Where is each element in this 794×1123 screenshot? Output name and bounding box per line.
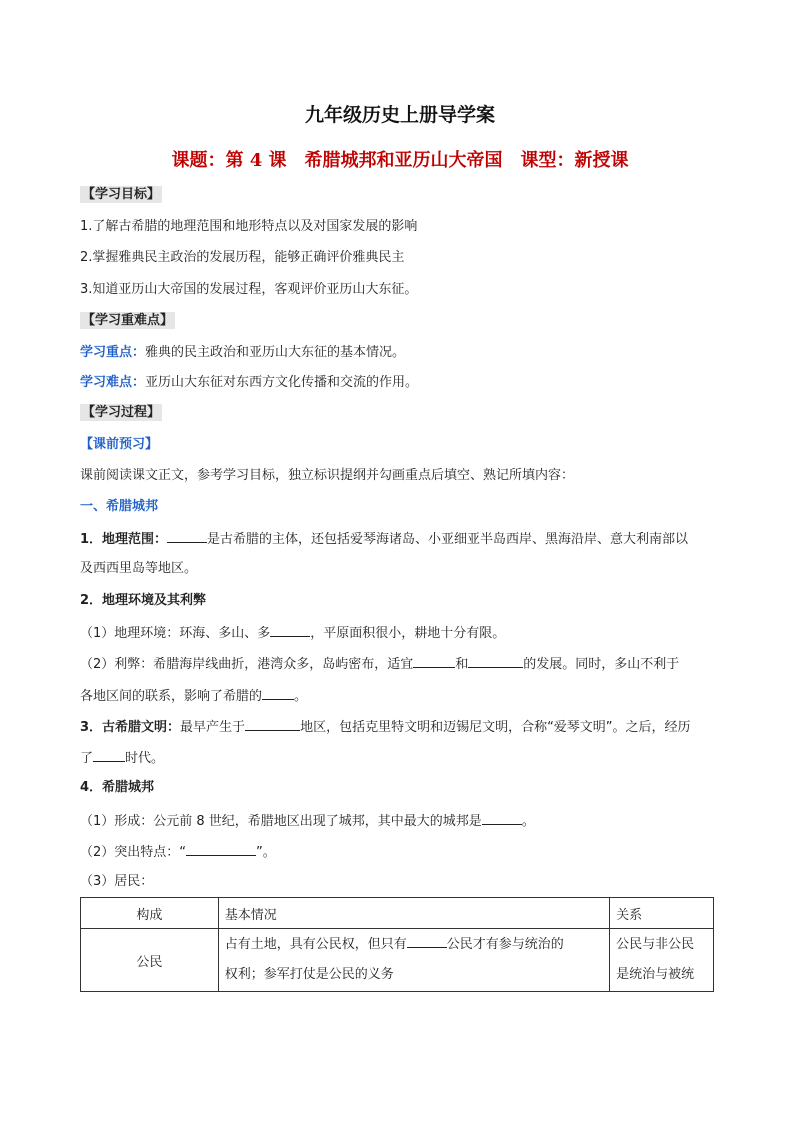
- page-title: 九年级历史上册导学案: [304, 104, 495, 126]
- question-2-env: （1）地理环境：环海、多山、多 ，平原面积很小，耕地十分有限。: [80, 626, 506, 641]
- residents-table: [80, 897, 714, 992]
- fill-blank[interactable]: [93, 749, 125, 762]
- table-header-cell: 构成: [81, 898, 219, 929]
- fill-blank[interactable]: [413, 655, 455, 668]
- table-header-row: [81, 898, 714, 929]
- table-header-cell: 关系: [610, 898, 714, 929]
- question-4-feature: （2）突出特点：“ ”。: [80, 845, 276, 860]
- question-2-heading: 2．地理环境及其利弊: [80, 593, 207, 608]
- fill-blank[interactable]: [270, 624, 310, 637]
- table-row: [81, 929, 714, 992]
- preview-heading: 【课前预习】: [80, 437, 159, 452]
- difficulty-text: 亚历山大东征对东西方文化传播和交流的作用。: [145, 375, 419, 390]
- process-heading: 【学习过程】: [82, 405, 161, 420]
- focus-text: 雅典的民主政治和亚历山大东征的基本情况。: [145, 345, 406, 360]
- focus-line: [80, 345, 405, 361]
- question-4-residents: （3）居民：: [80, 874, 154, 889]
- table-header-cell: 基本情况: [218, 898, 609, 929]
- goal-item: 2.掌握雅典民主政治的发展历程，能够正确评价雅典民主: [80, 250, 405, 265]
- difficulty-line: [80, 375, 418, 391]
- fill-blank[interactable]: [482, 812, 522, 825]
- table-cell: 公民: [81, 929, 219, 992]
- keypoints-heading: 【学习重难点】: [82, 313, 174, 328]
- question-3: 3．古希腊文明：最早产生于 地区，包括克里特文明和迈锡尼文明，合称“爱琴文明”。之后，经历: [80, 720, 691, 735]
- question-3-cont: 了 时代。: [80, 751, 165, 766]
- fill-blank[interactable]: [262, 687, 294, 700]
- focus-label: 学习重点：: [80, 345, 146, 360]
- goals-heading: 【学习目标】: [82, 187, 161, 202]
- difficulty-label: 学习难点：: [80, 375, 146, 390]
- table-cell: 公民与非公民 是统治与被统: [610, 929, 714, 992]
- table-cell: 占有土地，具有公民权，但只有 公民才有参与统治的 权利；参军打仗是公民的义务: [218, 929, 609, 992]
- section-heading: 一、希腊城邦: [80, 499, 159, 514]
- goal-item: 1.了解古希腊的地理范围和地形特点以及对国家发展的影响: [80, 219, 418, 234]
- goal-item: 3.知道亚历山大帝国的发展过程，客观评价亚历山大东征。: [80, 282, 418, 297]
- question-4-formation: （1）形成：公元前 8 世纪，希腊地区出现了城邦，其中最大的城邦是 。: [80, 814, 535, 829]
- question-2-pros: （2）利弊：希腊海岸线曲折，港湾众多，岛屿密布，适宜 和 的发展。同时，多山不利于: [80, 657, 680, 672]
- fill-blank[interactable]: [407, 935, 447, 948]
- lesson-subtitle: 课题：第 4 课 希腊城邦和亚历山大帝国 课型：新授课: [171, 150, 629, 171]
- preview-instruction: 课前阅读课文正文，参考学习目标，独立标识提纲并勾画重点后填空、熟记所填内容：: [80, 468, 575, 483]
- question-2-pros-cont: 各地区间的联系，影响了希腊的 。: [80, 689, 308, 704]
- fill-blank[interactable]: [468, 655, 523, 668]
- fill-blank[interactable]: [245, 718, 300, 731]
- fill-blank[interactable]: [167, 530, 207, 543]
- question-1: 1．地理范围： 是古希腊的主体，还包括爱琴海诸岛、小亚细亚半岛西岸、黑海沿岸、意大利南部以: [80, 532, 689, 547]
- fill-blank[interactable]: [186, 843, 256, 856]
- question-4-heading: 4．希腊城邦: [80, 780, 155, 795]
- question-1-cont: 及西西里岛等地区。: [80, 561, 198, 576]
